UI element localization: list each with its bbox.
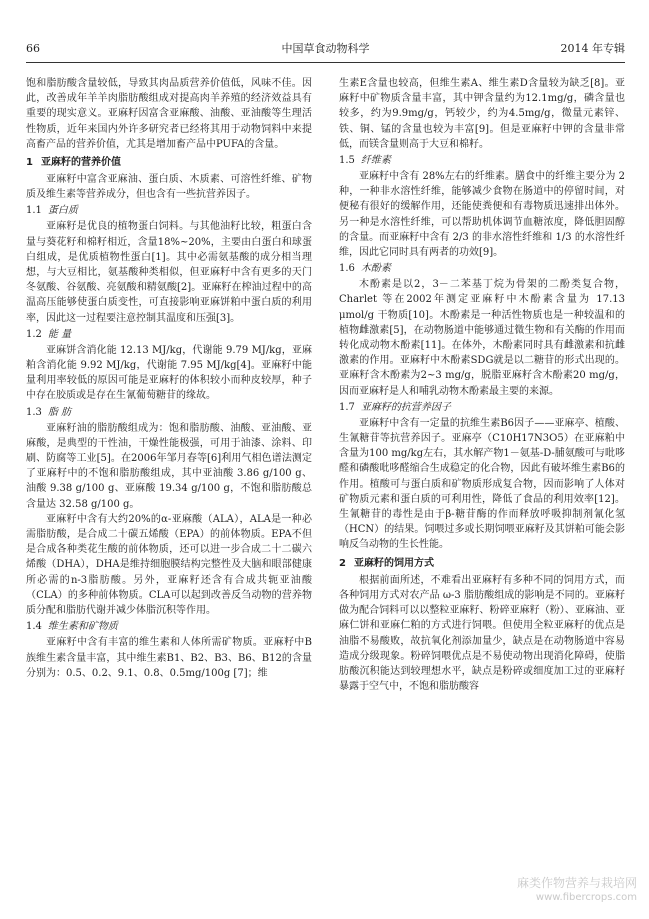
subsection-heading [26, 203, 312, 219]
heading-number: 1.2 [26, 328, 42, 340]
heading-number: 1.3 [26, 406, 42, 418]
issue-label: 2014 年专辑 [560, 42, 625, 55]
paragraph: 饱和脂肪酸含量较低，导致其肉品质营养价值低，风味不佳。因此，改善成年羊羊肉脂肪酸组成对提高肉羊养殖的经济效益具有重要的现实意义。亚麻籽因富含亚麻酸、油酸、亚油酸等生理活性物质，近年来国内外许多研究者已经将其用于动物饲料中来提高畜产品的营养价值，尤其是增加畜产品中PUFA的含量。 [26, 78, 312, 150]
section-heading [26, 154, 312, 171]
heading-text: 蛋白质 [47, 205, 78, 217]
heading-number: 1.1 [26, 205, 42, 217]
heading-text: 脂 肪 [47, 406, 72, 418]
heading-text: 亚麻籽的饲用方式 [353, 557, 434, 569]
subsection-heading [26, 405, 312, 421]
right-column [339, 76, 625, 694]
heading-text: 维生素和矿物质 [47, 621, 118, 633]
heading-text: 亚麻籽的营养价值 [40, 157, 121, 169]
paragraph: 生素E含量也较高，但维生素A、维生素D含量较为缺乏[8]。亚麻籽中矿物质含量丰富，其中钾含量约为12.1mg/g，磷含量也较多，约为9.9mg/g，钙较少，约为4.5mg/g，微量元素锌、铁、铜、锰的含量也较为丰富[9]。但是亚麻籽中钾的含量非常低，而镁含量则高于大豆和棉籽。 [339, 78, 625, 150]
paragraph: 亚麻饼含消化能 12.13 MJ/kg，代谢能 9.79 MJ/kg，亚麻粕含消化能 9.92 MJ/kg，代谢能 7.95 MJ/kg[4]。亚麻籽中能量利用率较低的原因可能是亚麻籽的体积较小而种皮较厚，种子中存在胶质或是存在生氰葡萄糖苷的缘故。 [26, 344, 312, 402]
section-heading [339, 555, 625, 572]
paragraph: 亚麻籽中含有 28%左右的纤维素。膳食中的纤维主要分为 2 种，一种非水溶性纤维，能够减少食物在肠道中的停留时间，对便秘有很好的缓解作用，还能使粪便和有毒物质迅速排出体外。另一种是水溶性纤维，可以帮助机体调节血糖浓度，降低胆固醇的含量。而亚麻籽中含有 2/3 的非水溶性纤维和 1/3 的水溶性纤维，因此它同时具有两者的功效[9]。 [339, 171, 625, 259]
watermark-title: 麻类作物营养与栽培网 [516, 876, 637, 890]
header-rule [26, 62, 625, 63]
heading-number: 1.4 [26, 621, 42, 633]
heading-text: 木酚素 [360, 263, 391, 275]
watermark-url: www.fibercrops.com [535, 892, 637, 903]
heading-text: 能 量 [47, 328, 72, 340]
paragraph: 根据前面所述，不难看出亚麻籽有多种不同的饲用方式，而各种饲用方式对农产品 ω-3 脂肪酸组成的影响是不同的。亚麻籽做为配合饲料可以以整粒亚麻籽、粉碎亚麻籽（粉）、亚麻油、亚麻仁饼和亚麻仁粕的方式进行饲喂。但使用全粒亚麻籽的优点是油脂不易酸败，故抗氧化剂添加量少，缺点是在动物肠道中容易造成分级现象。粉碎饲喂优点是不易使动物出现消化障碍，使脂肪酸沉积能达到较理想水平，缺点是粉碎或细度加工过的亚麻籽暴露于空气中，不饱和脂肪酸容 [339, 574, 625, 693]
subsection-heading [26, 327, 312, 343]
heading-number: 2 [339, 557, 346, 569]
page-header [26, 40, 625, 58]
subsection-heading [339, 261, 625, 277]
heading-number: 1 [26, 157, 33, 169]
left-column [26, 76, 312, 681]
paragraph: 亚麻籽中富含亚麻油、蛋白质、木质素、可溶性纤维、矿物质及维生素等营养成分，但也含有一些抗营养因子。 [26, 174, 312, 201]
paragraph: 亚麻籽中含有丰富的维生素和人体所需矿物质。亚麻籽中B族维生素含量丰富，其中维生素B1、B2、B3、B6、B12的含量分别为：0.5、0.2、9.1、0.8、0.5mg/100g [7]；维 [26, 637, 312, 679]
subsection-heading [26, 619, 312, 635]
subsection-heading [339, 400, 625, 416]
paragraph: 亚麻籽油的脂肪酸组成为：饱和脂肪酸、油酸、亚油酸、亚麻酸，是典型的干性油，干燥性能极强，可用于油漆、涂料、印刷、防腐等工业[5]。在2006年邹月春等[6]利用气相色谱法测定了亚麻籽中的不饱和脂肪酸组成，其中亚油酸 3.86 g/100 g、油酸 9.38 g/100 g、亚麻酸 19.34 g/100 g，不饱和脂肪酸总含量达 32.58 g/100 g。 [26, 422, 312, 510]
heading-text: 亚麻籽的抗营养因子 [360, 401, 451, 413]
paragraph: 亚麻籽是优良的植物蛋白饲料。与其他油籽比较，粗蛋白含量与葵花籽和棉籽相近，含量18%~20%，主要由白蛋白和球蛋白组成，是优质植物性蛋白[1]。其中必需氨基酸的成分相当理想，与大豆相比，氨基酸种类相似，但亚麻籽中含有更多的天门冬氨酸、谷氨酸、亮氨酸和精氨酸[2]。亚麻籽在榨油过程中的高温高压能够使蛋白质变性，可直接影响亚麻饼粕中蛋白质的利用率，因此这一过程要注意控制其温度和压强[3]。 [26, 221, 312, 324]
page-number: 66 [26, 42, 40, 55]
heading-text: 纤维素 [360, 155, 391, 167]
subsection-heading [339, 153, 625, 169]
heading-number: 1.5 [339, 155, 355, 167]
journal-title: 中国草食动物科学 [281, 42, 370, 55]
paragraph: 木酚素是以2，3－二苯基丁烷为骨架的二酚类复合物，Charlet 等在2002年测定亚麻籽中木酚素含量为 17.13 μmol/g 干物质[10]。木酚素是一种活性物质也是一种较温和的植物雌激素[5]，在动物肠道中能够通过微生物和有关酶的作用而转化成动物木酚素[11]。在体外，木酚素同时具有雌激素和抗雌激素的作用。亚麻籽中木酚素SDG就是以二糖苷的形式出现的。亚麻籽含木酚素为2~3 mg/g，脱脂亚麻籽含木酚素20 mg/g，因而亚麻籽是人和哺乳动物木酚素最主要的来源。 [339, 279, 625, 397]
paragraph: 亚麻籽中含有大约20%的α-亚麻酸（ALA），ALA是一种必需脂肪酸，是合成二十碳五烯酸（EPA）的前体物质。EPA不但是合成各种类花生酸的前体物质，还可以进一步合成二十二碳六烯酸（DHA），DHA是维持细胞膜结构完整性及大脑和眼部健康所必需的n-3脂肪酸。另外，亚麻籽还含有合成共轭亚油酸（CLA）的多种前体物质。CLA可以起到改善反刍动物的营养物质分配和脂肪代谢并减少体脂沉积等作用。 [26, 513, 312, 617]
paragraph: 亚麻籽中含有一定量的抗维生素B6因子——亚麻亭、植酸、生氰糖苷等抗营养因子。亚麻亭（C10H17N3O5）在亚麻粕中含量为100 mg/kg左右，其水解产物1－氨基-D-脯氨酸可与吡哆醛和磷酸吡哆醛缩合生成稳定的化合物，因此有破坏维生素B6的作用。植酸可与蛋白质和矿物质形成复合物，因而影响了人体对矿物质元素和蛋白质的可利用性，降低了食品的利用效率[12]。生氰糖苷的毒性是由于β-糖苷酶的作而释放呼吸抑制剂氰化氢（HCN）的结果。饲喂过多或长期饲喂亚麻籽及其饼粕可能会影响反刍动物的生长性能。 [339, 417, 625, 551]
site-watermark [517, 876, 637, 904]
heading-number: 1.6 [339, 263, 355, 275]
heading-number: 1.7 [339, 401, 355, 413]
